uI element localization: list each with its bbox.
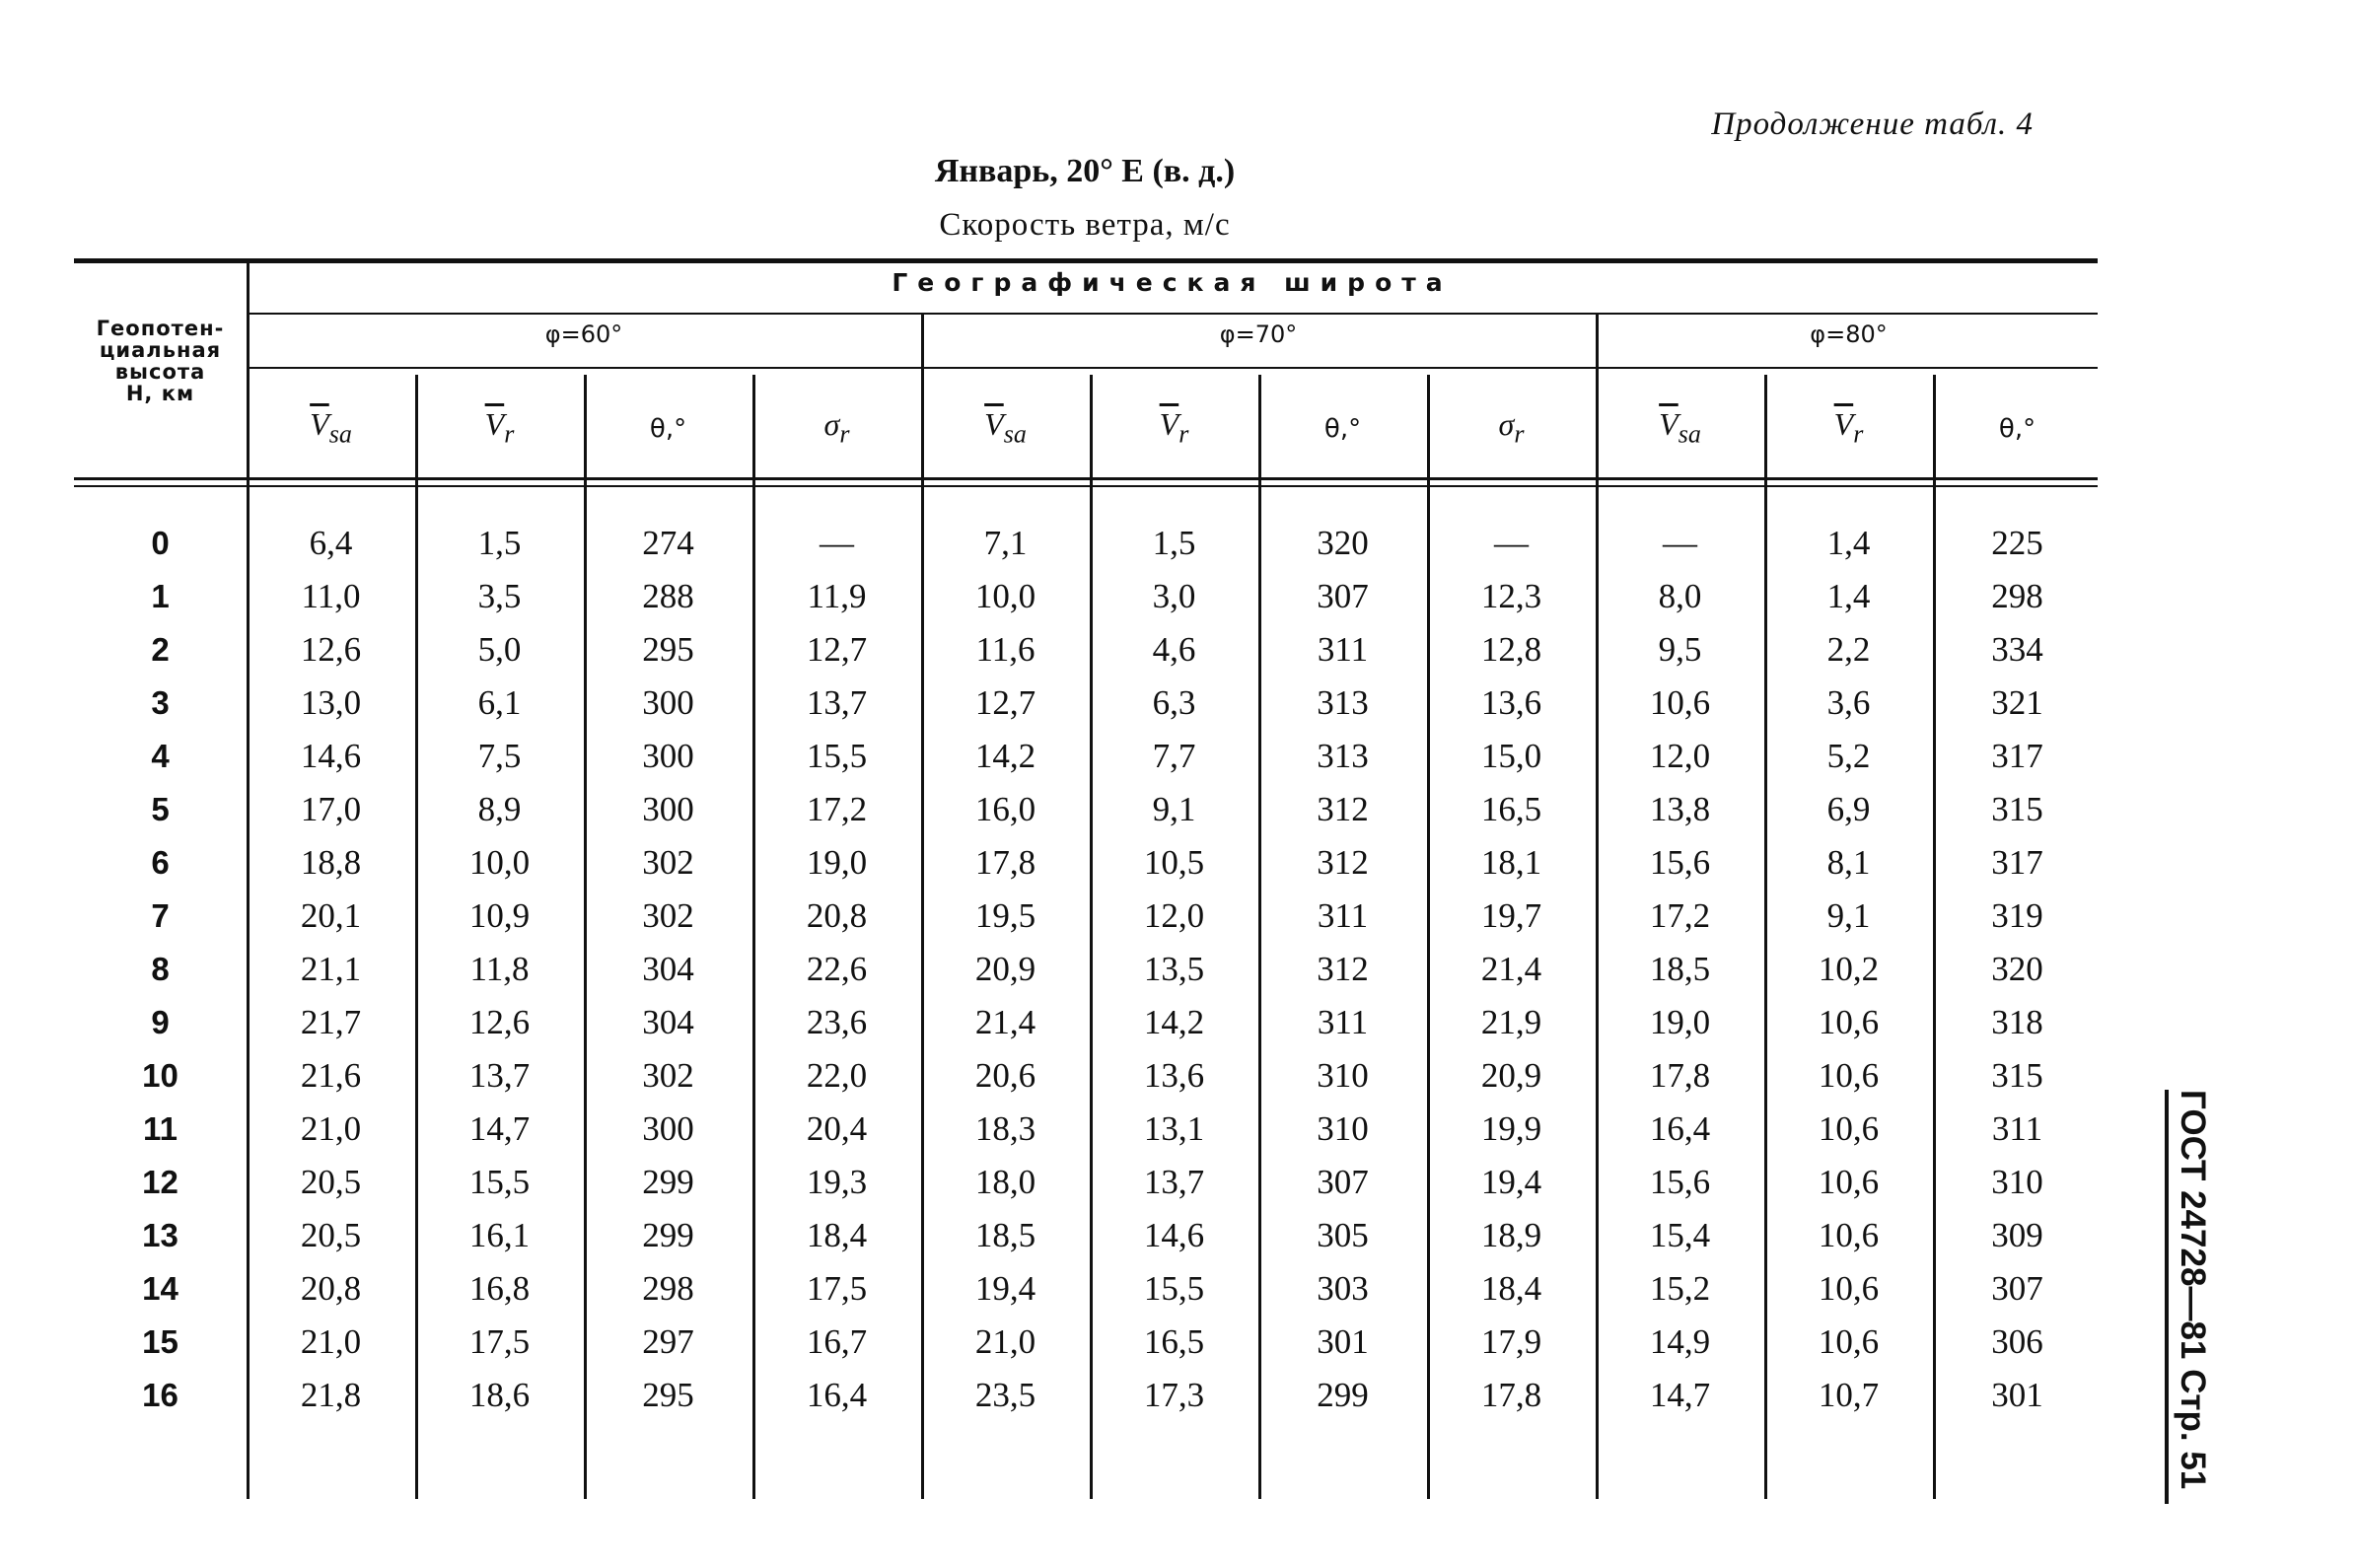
height-cell: 1 <box>151 578 170 614</box>
latitude-header: φ=70° <box>1219 321 1298 348</box>
table-row <box>74 1103 2098 1156</box>
column-header-subscript: r <box>1514 419 1525 449</box>
table-cell: 6,4 <box>309 524 353 562</box>
table-cell: 16,1 <box>468 1216 531 1254</box>
column-header <box>415 406 584 449</box>
table-cell: 14,6 <box>1143 1216 1205 1254</box>
table-cell: 302 <box>642 843 694 882</box>
header-bottom-rule-2 <box>74 485 2098 487</box>
table-cell: 14,2 <box>974 737 1036 775</box>
table-cell: 2,2 <box>1826 630 1871 669</box>
table-cell: 10,5 <box>1143 843 1205 882</box>
table-cell: 19,4 <box>1480 1163 1542 1201</box>
table-cell: 274 <box>642 524 694 562</box>
table-cell: 9,1 <box>1826 896 1871 935</box>
height-cell: 8 <box>151 951 170 987</box>
table-cell: 20,8 <box>300 1269 362 1308</box>
table-cell: 13,5 <box>1143 950 1205 988</box>
table-cell: 310 <box>1991 1163 2043 1201</box>
column-header-symbol: $\overline{V}$ <box>1833 406 1854 442</box>
table-cell: 6,9 <box>1826 790 1871 828</box>
table-cell: 18,9 <box>1480 1216 1542 1254</box>
table-cell: 6,3 <box>1152 683 1196 722</box>
side-label-text: ГОСТ 24728—81 Стр. 51 <box>2174 1090 2212 1490</box>
table-cell: 315 <box>1991 790 2043 828</box>
table-cell: 6,1 <box>477 683 522 722</box>
table-cell: 15,2 <box>1649 1269 1711 1308</box>
table-cell: 21,0 <box>300 1322 362 1361</box>
table-cell: 334 <box>1991 630 2043 669</box>
table-cell: 7,5 <box>477 737 522 775</box>
table-cell: 3,0 <box>1152 577 1196 615</box>
table-cell: 300 <box>642 790 694 828</box>
table-cell: 5,2 <box>1826 737 1871 775</box>
table-cell: 1,4 <box>1826 577 1871 615</box>
height-cell: 5 <box>151 791 170 827</box>
table-cell: 19,4 <box>974 1269 1036 1308</box>
column-header-symbol: $\overline{V}$ <box>484 406 505 442</box>
table-cell: 11,6 <box>975 630 1036 669</box>
table-cell: 21,9 <box>1480 1003 1542 1041</box>
table-cell: 4,6 <box>1152 630 1196 669</box>
table-cell: 13,6 <box>1480 683 1542 722</box>
table-cell: 317 <box>1991 737 2043 775</box>
table-cell: 8,0 <box>1658 577 1702 615</box>
table-cell: 16,5 <box>1480 790 1542 828</box>
column-header <box>1090 406 1258 449</box>
column-header-symbol: $\overline{V}$ <box>1159 406 1179 442</box>
table-cell: 20,9 <box>1480 1056 1542 1095</box>
column-header-subscript: r <box>1853 419 1864 449</box>
table-row <box>74 623 2098 677</box>
table-cell: 10,6 <box>1649 683 1711 722</box>
latitude-header: φ=80° <box>1810 321 1888 348</box>
table-cell: 12,0 <box>1143 896 1205 935</box>
table-cell: 320 <box>1991 950 2043 988</box>
table-cell: 307 <box>1991 1269 2043 1308</box>
table-cell: 20,5 <box>300 1163 362 1201</box>
table-cell: 20,8 <box>806 896 868 935</box>
group-header-rule <box>247 313 2098 315</box>
table-cell: 17,2 <box>1649 896 1711 935</box>
table-cell: 20,9 <box>974 950 1036 988</box>
table-cell: 307 <box>1317 577 1369 615</box>
column-header-subscript: r <box>504 419 515 449</box>
table-cell: 304 <box>642 950 694 988</box>
table-cell: 12,6 <box>468 1003 531 1041</box>
table-cell: 301 <box>1991 1376 2043 1414</box>
height-cell: 10 <box>142 1057 179 1094</box>
table-cell: 301 <box>1317 1322 1369 1361</box>
table-cell: 7,7 <box>1152 737 1196 775</box>
table-cell: — <box>1494 524 1529 562</box>
table-cell: 1,4 <box>1826 524 1871 562</box>
table-cell: 10,7 <box>1818 1376 1880 1414</box>
table-cell: 21,4 <box>1480 950 1542 988</box>
table-cell: 20,6 <box>974 1056 1036 1095</box>
table-cell: 1,5 <box>1152 524 1196 562</box>
table-cell: 311 <box>1317 1003 1369 1041</box>
table-cell: 18,5 <box>974 1216 1036 1254</box>
table-cell: 14,6 <box>300 737 362 775</box>
table-cell: 305 <box>1317 1216 1369 1254</box>
table-cell: 15,5 <box>806 737 868 775</box>
table-cell: 315 <box>1991 1056 2043 1095</box>
table-cell: 18,3 <box>974 1109 1036 1148</box>
table-cell: 18,4 <box>1480 1269 1542 1308</box>
table-row <box>74 1262 2098 1316</box>
table-cell: 12,8 <box>1480 630 1542 669</box>
column-header <box>1764 406 1933 449</box>
table-cell: 311 <box>1317 896 1369 935</box>
table-cell: 14,9 <box>1649 1322 1711 1361</box>
table-cell: 9,1 <box>1152 790 1196 828</box>
table-cell: 317 <box>1991 843 2043 882</box>
column-header-subscript: sa <box>328 419 352 449</box>
table-row <box>74 836 2098 890</box>
table-row <box>74 1316 2098 1369</box>
column-header-symbol: θ,° <box>649 414 687 444</box>
column-header <box>584 414 752 444</box>
table-cell: 17,2 <box>806 790 868 828</box>
table-row <box>74 570 2098 623</box>
table-cell: 312 <box>1317 950 1369 988</box>
height-cell: 9 <box>151 1004 170 1040</box>
table-cell: 18,1 <box>1480 843 1542 882</box>
table-cell: 7,1 <box>983 524 1028 562</box>
table-cell: 311 <box>1991 1109 2043 1148</box>
table-subtitle: Скорость ветра, м/с <box>939 207 1231 243</box>
table-row <box>74 783 2098 836</box>
table-cell: 17,9 <box>1480 1322 1542 1361</box>
table-cell: 21,1 <box>300 950 362 988</box>
height-cell: 4 <box>151 738 170 774</box>
table-cell: 17,3 <box>1143 1376 1205 1414</box>
table-cell: 10,6 <box>1818 1322 1880 1361</box>
gost-side-label <box>2165 1090 2224 1504</box>
latitude-header: φ=60° <box>544 321 623 348</box>
table-cell: 311 <box>1317 630 1369 669</box>
table-row <box>74 1049 2098 1103</box>
column-header-symbol: σ <box>823 406 840 442</box>
table-cell: 18,4 <box>806 1216 868 1254</box>
height-cell: 6 <box>151 844 170 881</box>
table-cell: 19,5 <box>974 896 1036 935</box>
column-header <box>1258 414 1427 444</box>
table-cell: 21,0 <box>974 1322 1036 1361</box>
table-cell: 10,0 <box>974 577 1036 615</box>
table-cell: 20,1 <box>300 896 362 935</box>
latitude-group-header: Географическая широта <box>892 268 1453 297</box>
table-cell: 306 <box>1991 1322 2043 1361</box>
table-cell: 320 <box>1317 524 1369 562</box>
table-row <box>74 1209 2098 1262</box>
height-cell: 7 <box>151 897 170 934</box>
table-top-rule <box>74 258 2098 263</box>
table-cell: 16,4 <box>806 1376 868 1414</box>
table-cell: 19,7 <box>1480 896 1542 935</box>
table-cell: 299 <box>642 1163 694 1201</box>
table-cell: 298 <box>1991 577 2043 615</box>
column-header-subscript: sa <box>1678 419 1701 449</box>
table-cell: — <box>1663 524 1697 562</box>
table-cell: 17,8 <box>1480 1376 1542 1414</box>
table-title: Январь, 20° E (в. д.) <box>934 153 1236 189</box>
table-cell: 15,5 <box>468 1163 531 1201</box>
table-cell: 302 <box>642 896 694 935</box>
table-cell: 15,6 <box>1649 1163 1711 1201</box>
table-row <box>74 730 2098 783</box>
table-cell: 225 <box>1991 524 2043 562</box>
table-cell: — <box>820 524 854 562</box>
table-cell: 18,6 <box>468 1376 531 1414</box>
table-cell: 295 <box>642 1376 694 1414</box>
column-header <box>247 406 415 449</box>
table-cell: 16,7 <box>806 1322 868 1361</box>
table-cell: 15,6 <box>1649 843 1711 882</box>
table-cell: 10,6 <box>1818 1109 1880 1148</box>
table-cell: 19,0 <box>1649 1003 1711 1041</box>
table-cell: 14,7 <box>1649 1376 1711 1414</box>
table-cell: 312 <box>1317 843 1369 882</box>
table-cell: 22,0 <box>806 1056 868 1095</box>
table-cell: 310 <box>1317 1109 1369 1148</box>
table-cell: 313 <box>1317 737 1369 775</box>
table-cell: 13,7 <box>806 683 868 722</box>
table-cell: 11,8 <box>469 950 530 988</box>
table-cell: 21,4 <box>974 1003 1036 1041</box>
column-header <box>1596 406 1764 449</box>
height-cell: 13 <box>142 1217 179 1253</box>
table-cell: 10,9 <box>468 896 531 935</box>
table-cell: 20,4 <box>806 1109 868 1148</box>
height-cell: 0 <box>151 525 170 561</box>
table-cell: 303 <box>1317 1269 1369 1308</box>
column-header <box>1933 414 2102 444</box>
table-cell: 15,0 <box>1480 737 1542 775</box>
height-header-line: Геопотен- <box>96 317 225 340</box>
table-cell: 299 <box>1317 1376 1369 1414</box>
table-cell: 11,0 <box>301 577 361 615</box>
wind-speed-table <box>74 258 2098 1499</box>
table-cell: 12,7 <box>806 630 868 669</box>
table-cell: 8,1 <box>1826 843 1871 882</box>
table-cell: 288 <box>642 577 694 615</box>
table-cell: 10,6 <box>1818 1216 1880 1254</box>
column-header-subscript: sa <box>1003 419 1027 449</box>
table-row <box>74 890 2098 943</box>
height-cell: 3 <box>151 684 170 721</box>
table-cell: 298 <box>642 1269 694 1308</box>
table-cell: 11,9 <box>807 577 867 615</box>
table-cell: 10,6 <box>1818 1269 1880 1308</box>
table-cell: 14,7 <box>468 1109 531 1148</box>
table-cell: 16,8 <box>468 1269 531 1308</box>
column-header-symbol: $\overline{V}$ <box>1659 406 1678 442</box>
height-cell: 12 <box>142 1164 179 1200</box>
height-header-line: H, км <box>125 382 195 405</box>
table-cell: 17,8 <box>974 843 1036 882</box>
height-column-header <box>74 318 247 404</box>
table-cell: 299 <box>642 1216 694 1254</box>
table-cell: 17,5 <box>468 1322 531 1361</box>
table-cell: 13,0 <box>300 683 362 722</box>
table-cell: 15,5 <box>1143 1269 1205 1308</box>
table-cell: 14,2 <box>1143 1003 1205 1041</box>
table-cell: 321 <box>1991 683 2043 722</box>
table-cell: 13,6 <box>1143 1056 1205 1095</box>
side-label-bar <box>2165 1090 2169 1504</box>
height-cell: 15 <box>142 1323 179 1360</box>
table-cell: 309 <box>1991 1216 2043 1254</box>
table-cell: 295 <box>642 630 694 669</box>
table-cell: 10,0 <box>468 843 531 882</box>
table-cell: 21,8 <box>300 1376 362 1414</box>
table-cell: 17,8 <box>1649 1056 1711 1095</box>
table-cell: 18,5 <box>1649 950 1711 988</box>
table-cell: 313 <box>1317 683 1369 722</box>
table-row <box>74 1156 2098 1209</box>
table-cell: 13,7 <box>468 1056 531 1095</box>
table-cell: 19,3 <box>806 1163 868 1201</box>
table-cell: 1,5 <box>477 524 522 562</box>
height-cell: 2 <box>151 631 170 668</box>
table-cell: 10,6 <box>1818 1163 1880 1201</box>
table-cell: 16,4 <box>1649 1109 1711 1148</box>
table-cell: 23,5 <box>974 1376 1036 1414</box>
table-cell: 307 <box>1317 1163 1369 1201</box>
table-cell: 12,7 <box>974 683 1036 722</box>
table-cell: 302 <box>642 1056 694 1095</box>
height-header-line: циальная <box>99 338 222 362</box>
column-header-symbol: $\overline{V}$ <box>984 406 1004 442</box>
table-cell: 13,7 <box>1143 1163 1205 1201</box>
table-cell: 319 <box>1991 896 2043 935</box>
table-cell: 19,9 <box>1480 1109 1542 1148</box>
table-cell: 20,5 <box>300 1216 362 1254</box>
table-cell: 16,0 <box>974 790 1036 828</box>
table-cell: 10,6 <box>1818 1056 1880 1095</box>
table-row <box>74 996 2098 1049</box>
table-cell: 5,0 <box>477 630 522 669</box>
header-bottom-rule <box>74 477 2098 480</box>
column-header-symbol: θ,° <box>1323 414 1362 444</box>
table-cell: 15,4 <box>1649 1216 1711 1254</box>
continuation-note: Продолжение табл. 4 <box>1711 107 2034 142</box>
table-cell: 297 <box>642 1322 694 1361</box>
table-cell: 312 <box>1317 790 1369 828</box>
table-cell: 10,6 <box>1818 1003 1880 1041</box>
table-cell: 21,0 <box>300 1109 362 1148</box>
table-row <box>74 517 2098 570</box>
table-cell: 22,6 <box>806 950 868 988</box>
table-cell: 17,0 <box>300 790 362 828</box>
column-header-subscript: r <box>1178 419 1189 449</box>
table-cell: 300 <box>642 683 694 722</box>
height-cell: 16 <box>142 1377 179 1413</box>
table-cell: 12,3 <box>1480 577 1542 615</box>
table-cell: 310 <box>1317 1056 1369 1095</box>
table-cell: 21,7 <box>300 1003 362 1041</box>
column-header-symbol: σ <box>1498 406 1515 442</box>
table-cell: 13,8 <box>1649 790 1711 828</box>
table-cell: 300 <box>642 737 694 775</box>
column-header <box>1427 406 1596 449</box>
table-row <box>74 677 2098 730</box>
table-cell: 23,6 <box>806 1003 868 1041</box>
table-cell: 9,5 <box>1658 630 1702 669</box>
table-cell: 16,5 <box>1143 1322 1205 1361</box>
table-cell: 304 <box>642 1003 694 1041</box>
table-cell: 12,6 <box>300 630 362 669</box>
column-header <box>752 406 921 449</box>
table-cell: 8,9 <box>477 790 522 828</box>
table-cell: 13,1 <box>1143 1109 1205 1148</box>
table-cell: 21,6 <box>300 1056 362 1095</box>
table-row <box>74 943 2098 996</box>
table-cell: 19,0 <box>806 843 868 882</box>
column-header-subscript: r <box>839 419 850 449</box>
table-cell: 17,5 <box>806 1269 868 1308</box>
latitude-header-rule <box>247 367 2098 369</box>
table-cell: 3,6 <box>1826 683 1871 722</box>
height-cell: 11 <box>143 1110 178 1147</box>
column-header <box>921 406 1090 449</box>
height-header-line: высота <box>114 360 206 384</box>
table-cell: 318 <box>1991 1003 2043 1041</box>
table-cell: 18,0 <box>974 1163 1036 1201</box>
column-header-symbol: θ,° <box>1998 414 2036 444</box>
table-cell: 300 <box>642 1109 694 1148</box>
table-cell: 18,8 <box>300 843 362 882</box>
table-row <box>74 1369 2098 1422</box>
table-cell: 12,0 <box>1649 737 1711 775</box>
table-cell: 10,2 <box>1818 950 1880 988</box>
column-header-symbol: $\overline{V}$ <box>310 406 329 442</box>
table-cell: 3,5 <box>477 577 522 615</box>
height-cell: 14 <box>142 1270 179 1307</box>
